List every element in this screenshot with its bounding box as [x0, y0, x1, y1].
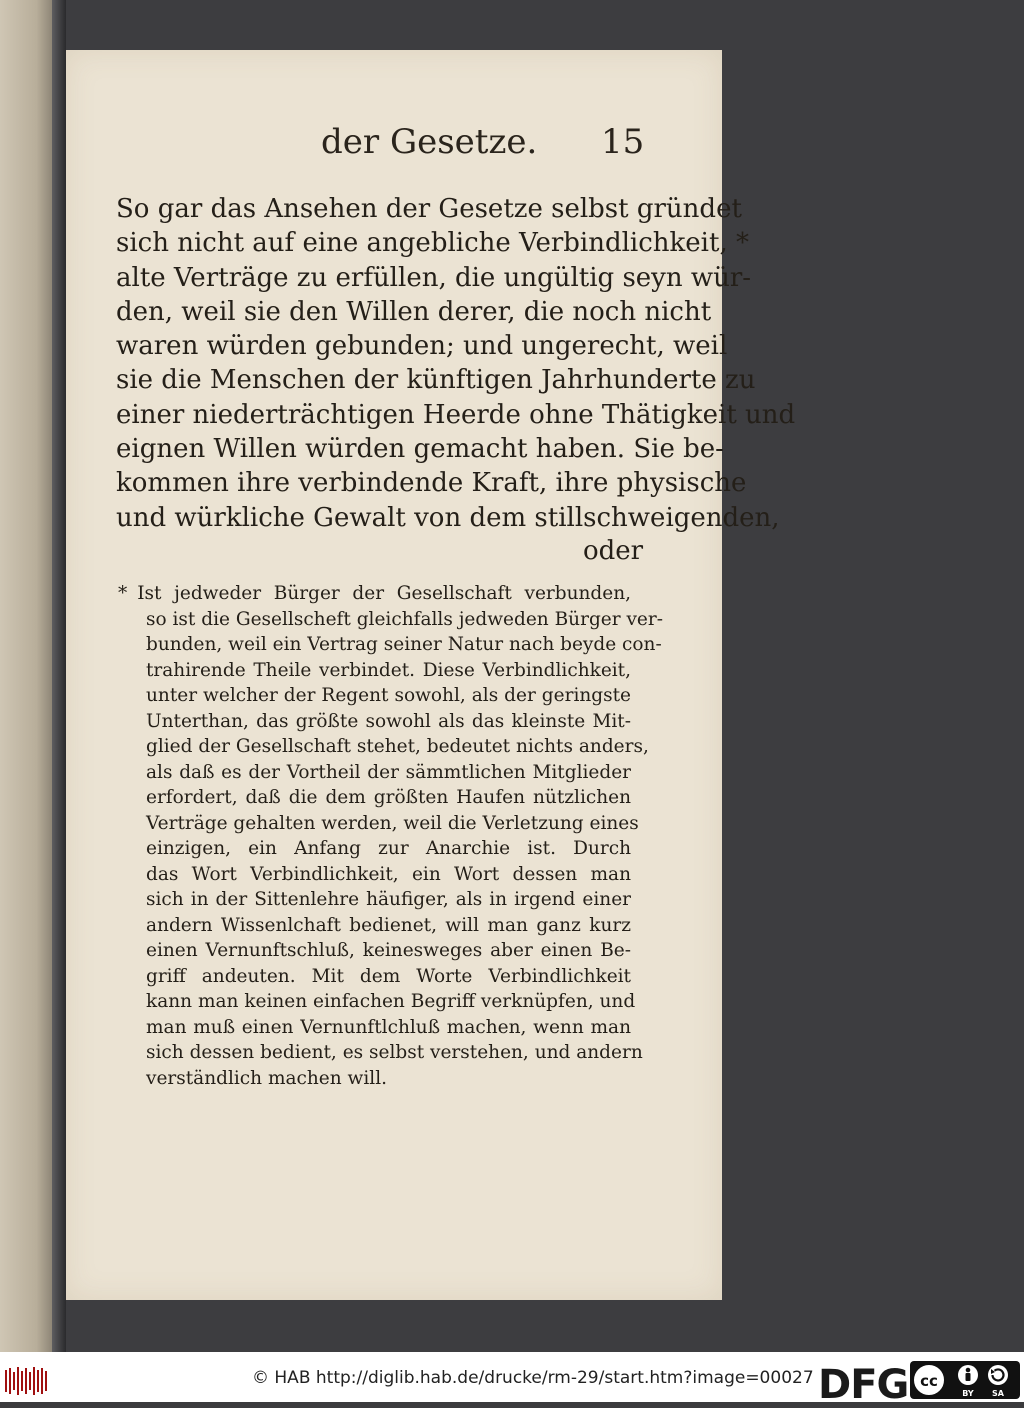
body-line: den, weil sie den Willen derer, die noch nicht [116, 296, 712, 327]
footnote-line: sich in der Sittenlehre häufiger, als in irgend einer [146, 889, 631, 910]
sa-icon [988, 1365, 1008, 1398]
body-line: So gar das Ansehen der Gesetze selbst gründet [116, 194, 742, 224]
running-head: der Gesetze. [321, 122, 538, 162]
cc-icon [913, 1364, 945, 1396]
footnote-line: kann man keinen einfachen Begriff verknüpfen, und [146, 991, 636, 1012]
by-label: BY [962, 1389, 974, 1398]
footnote-line: einzigen, ein Anfang zur Anarchie ist. Durch [146, 838, 631, 859]
footnote-line: so ist die Gesellscheft gleichfalls jedweden Bürger ver- [146, 608, 663, 630]
footnote-line-text: Ist jedweder Bürger der Gesellschaft verbunden, [137, 583, 631, 604]
footnote-line: andern Wissenlchaft bedienet, will man ganz kurz [146, 914, 631, 936]
cc-license-icons [910, 1361, 1020, 1399]
book-gutter [52, 0, 66, 1352]
footnote-line: Unterthan, das größte sowohl als das kleinste Mit- [146, 710, 631, 732]
page-number: 15 [601, 122, 645, 162]
previous-page-edge [0, 0, 52, 1352]
footnote [118, 581, 663, 1091]
body-line: und würkliche Gewalt von dem stillschweigenden, [116, 502, 780, 533]
body-line: eignen Willen würden gemacht haben. Sie be- [116, 434, 724, 465]
cc-license-badge[interactable] [910, 1361, 1020, 1399]
sa-label: SA [992, 1389, 1004, 1398]
body-text [116, 192, 796, 535]
footnote-line: verständlich machen will. [146, 1067, 388, 1089]
copyright-link[interactable]: © HAB http://diglib.hab.de/drucke/rm-29/start.htm?image=00027 [252, 1368, 814, 1388]
body-line: kommen ihre verbindende Kraft, ihre physische [116, 468, 747, 499]
footnote-line: unter welcher der Regent sowohl, als der geringste [146, 685, 631, 706]
footnote-line: erfordert, daß die dem größten Haufen nützlichen [146, 787, 631, 808]
footnote-line: trahirende Theile verbindet. Diese Verbindlichkeit, [146, 659, 631, 681]
body-line: sich nicht auf eine angebliche Verbindlichkeit, * [116, 228, 749, 259]
svg-text:cc: cc [920, 1372, 938, 1390]
footnote-line: glied der Gesellschaft stehet, bedeutet nichts anders, [146, 736, 649, 757]
catchword: oder [583, 536, 644, 566]
footnote-line: man muß einen Vernunftlchluß machen, wenn man [146, 1016, 631, 1038]
body-line: alte Verträge zu erfüllen, die ungültig seyn wür- [116, 262, 752, 293]
body-line: einer niederträchtigen Heerde ohne Thätigkeit und [116, 399, 796, 430]
footnote-line [118, 581, 631, 607]
body-line: sie die Menschen der künftigen Jahrhunderte zu [116, 365, 756, 396]
footnote-line: bunden, weil ein Vertrag seiner Natur nach beyde con- [146, 634, 662, 655]
footnote-line: einen Vernunftschluß, keinesweges aber einen Be- [146, 940, 631, 961]
body-line: waren würden gebunden; und ungerecht, weil [116, 331, 728, 362]
footnote-line: als daß es der Vortheil der sämmtlichen Mitglieder [146, 761, 631, 783]
hab-logo-icon [4, 1366, 48, 1396]
footnote-marker: * [118, 583, 128, 604]
footnote-line: das Wort Verbindlichkeit, ein Wort dessen man [146, 863, 631, 885]
footnote-line: griff andeuten. Mit dem Worte Verbindlichkeit [146, 965, 631, 987]
by-icon [958, 1365, 978, 1398]
footnote-line: Verträge gehalten werden, weil die Verletzung eines [146, 812, 639, 834]
footnote-line: sich dessen bedient, es selbst verstehen, und andern [146, 1042, 643, 1063]
book-page [66, 50, 796, 1300]
dfg-logo: DFG [818, 1362, 909, 1408]
